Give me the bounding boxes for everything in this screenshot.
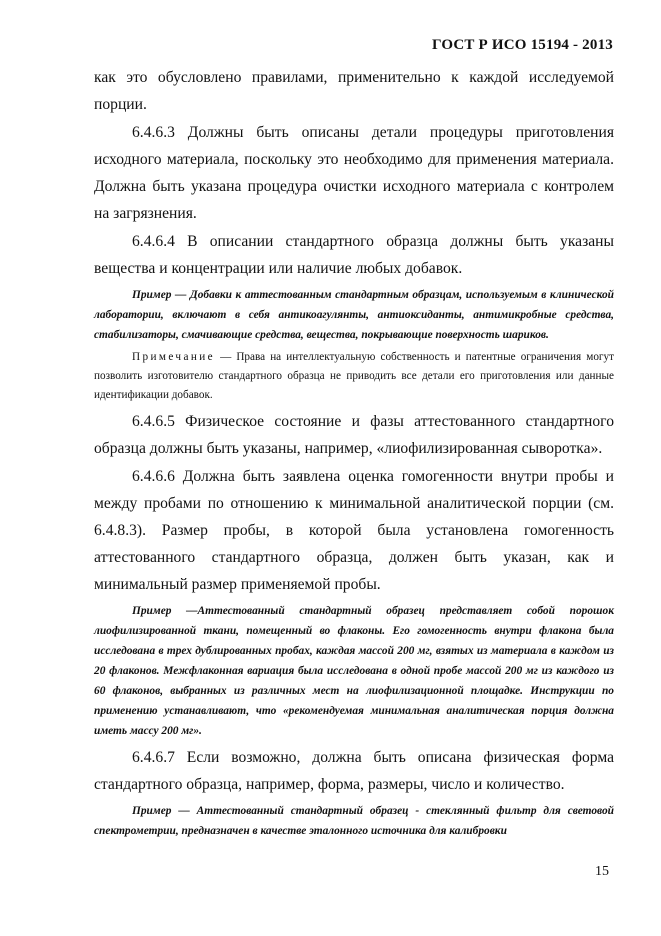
paragraph-6-4-6-6: 6.4.6.6 Должна быть заявлена оценка гомогенности внутри пробы и между пробами по отношению к минимальной аналитической порции (см. 6.4.8.3). Размер пробы, в которой была установлена гомогенность аттестованного стандартного образца, должен быть указан, как и минимальный размер применяемой пробы.	[94, 468, 614, 593]
example-additives: Пример — Добавки к аттестованным стандартным образцам, используемым в клинической лаборатории, включают в себя антикоагулянты, антиоксиданты, антимикробные средства, стабилизаторы, смачивающие средства, вещества, покрывающие поверхность шариков.	[94, 289, 614, 341]
example-homogeneity: Пример —Аттестованный стандартный образец представляет собой порошок лиофилизированной ткани, помещенный во флаконы. Его гомогенность внутри флакона была исследована в трех дублированных пробах, каждая массой 200 мг, взятых из материала в каждом из 20 флаконов. Межфлаконная вариация была исследована в одной пробе массой 200 мг из каждого из 60 флаконов, выбранных из различных мест на лиофилизационной площадке. Инструкции по применению устанавливают, что «рекомендуемая минимальная аналитическая порция должна иметь массу 200 мг».	[94, 605, 614, 737]
paragraph-6-4-6-5: 6.4.6.5 Физическое состояние и фазы аттестованного стандартного образца должны быть указаны, например, «лиофилизированная сыворотка».	[94, 413, 614, 457]
document-header: ГОСТ Р ИСО 15194 - 2013	[431, 37, 613, 53]
note-label: Примечание	[132, 351, 215, 363]
note	[94, 348, 614, 405]
note-text: — Права на интеллектуальную собственность и патентные ограничения могут позволить изготовителю стандартного образца не приводить все детали его приготовления или данные идентификации добавок.	[94, 351, 614, 401]
paragraph-continuation: как это обусловлено правилами, применительно к каждой исследуемой порции.	[94, 69, 614, 113]
paragraph-6-4-6-7: 6.4.6.7 Если возможно, должна быть описана физическая форма стандартного образца, например, форма, размеры, число и количество.	[94, 749, 614, 793]
document-body	[94, 64, 614, 844]
page-number: 15	[595, 864, 609, 879]
paragraph-6-4-6-4: 6.4.6.4 В описании стандартного образца должны быть указаны вещества и концентрации или наличие любых добавок.	[94, 233, 614, 277]
example-glass-filter: Пример — Аттестованный стандартный образец - стеклянный фильтр для световой спектрометрии, предназначен в качестве эталонного источника для калибровки	[94, 805, 614, 837]
paragraph-6-4-6-3: 6.4.6.3 Должны быть описаны детали процедуры приготовления исходного материала, поскольку это необходимо для применения материала. Должна быть указана процедура очистки исходного материала с контролем на загрязнения.	[94, 124, 614, 222]
